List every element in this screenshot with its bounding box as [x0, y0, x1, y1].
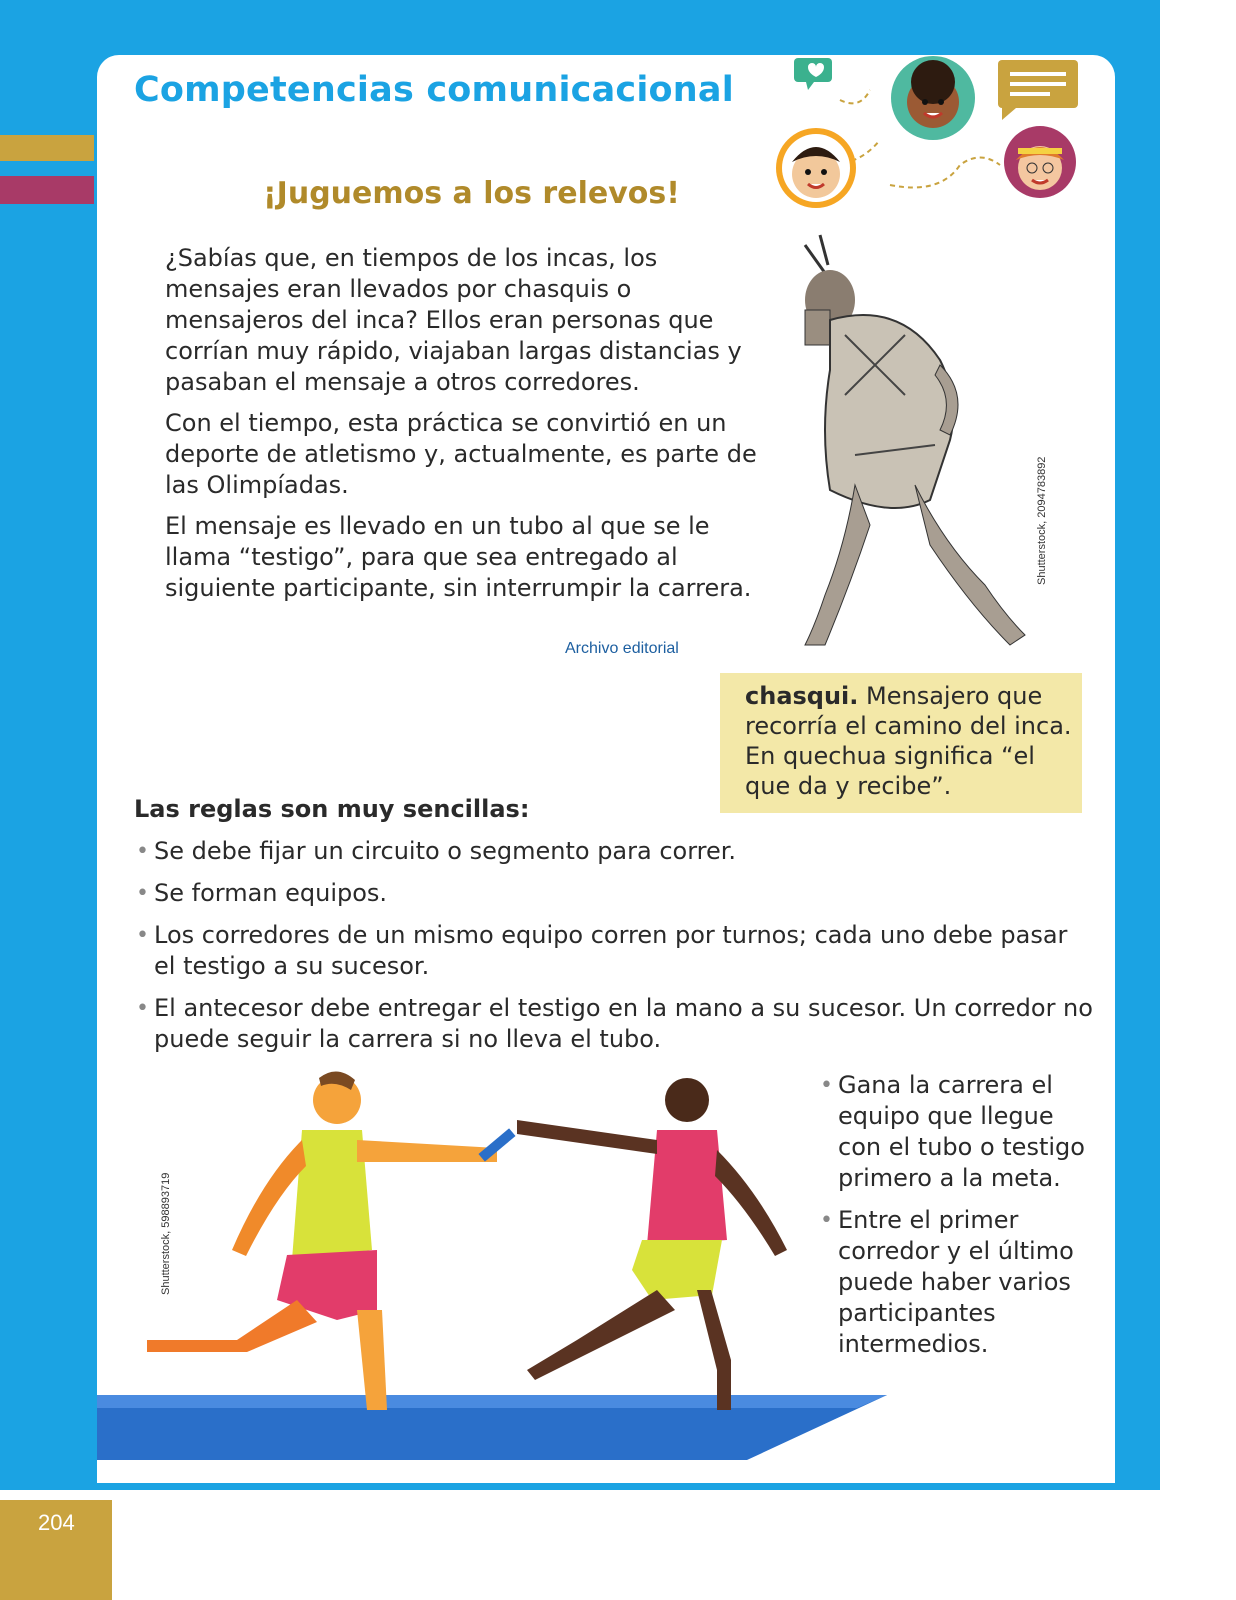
activity-heading: ¡Juguemos a los relevos!	[263, 176, 680, 211]
decor-stripe-gold	[0, 135, 94, 161]
rules-title: Las reglas son muy sencillas:	[134, 795, 530, 823]
list-item: • Se debe fijar un circuito o segmento para correr.	[136, 837, 737, 865]
bullet-icon: •	[136, 996, 149, 1021]
kid-avatar-icon	[1004, 126, 1076, 198]
rules-side-list	[818, 1070, 1098, 1371]
relay-runners-illustration	[97, 1060, 897, 1490]
chasqui-illustration	[775, 225, 1065, 655]
list-item: • Se forman equipos.	[136, 879, 388, 907]
decor-stripe-plum	[0, 176, 94, 204]
section-title: Competencias comunicacional	[134, 70, 734, 110]
list-item: • Gana la carrera el equipo que llegue con el tubo o testigo primero a la meta.	[820, 1071, 1085, 1192]
list-item: • El antecesor debe entregar el testigo en la mano a su sucesor. Un corredor no puede seguir la carrera si no lleva el tubo.	[136, 994, 1093, 1053]
list-item: • Entre el primer corredor y el último puede haber varios participantes intermedios.	[820, 1206, 1074, 1358]
intro-paragraph-2: Con el tiempo, esta práctica se convirtió en un deporte de atletismo y, actualmente, es parte de las Olimpíadas.	[165, 409, 757, 499]
bullet-icon: •	[820, 1208, 833, 1233]
glossary-term: chasqui.	[745, 682, 859, 710]
list-item: • Los corredores de un mismo equipo corren por turnos; cada uno debe pasar el testigo a su sucesor.	[136, 921, 1068, 980]
heart-chat-icon	[794, 58, 832, 90]
rules-list	[134, 836, 1094, 1066]
frame-top-right	[1110, 0, 1160, 120]
intro-paragraph-1: ¿Sabías que, en tiempos de los incas, los mensajes eran llevados por chasquis o mensajeros del inca? Ellos eran personas que corrían muy rápido, viajaban largas distancias y pasaban el mensaje a otros corredores.	[165, 244, 742, 396]
glossary-box	[720, 673, 1082, 813]
kid-avatar-icon	[776, 128, 856, 208]
credit-archivo-editorial: Archivo editorial	[565, 640, 679, 657]
bullet-icon: •	[820, 1073, 833, 1098]
credit-chasqui-image: Shutterstock, 2094783892	[1036, 456, 1048, 585]
kids-chat-illustration	[770, 50, 1090, 215]
credit-runners-image: Shutterstock, 598893719	[160, 1172, 172, 1295]
message-bubble-icon	[998, 60, 1078, 120]
intro-paragraph-3: El mensaje es llevado en un tubo al que se le llama “testigo”, para que sea entregado al siguiente participante, sin interrumpir la carrera.	[165, 512, 752, 602]
bullet-icon: •	[136, 839, 149, 864]
bullet-icon: •	[136, 923, 149, 948]
glossary-definition: Mensajero que recorría el camino del inca. En quechua significa “el que da y recibe”.	[745, 682, 1072, 800]
page-number: 204	[38, 1510, 75, 1535]
kid-avatar-icon	[891, 56, 975, 140]
intro-text	[165, 243, 765, 614]
bullet-icon: •	[136, 881, 149, 906]
